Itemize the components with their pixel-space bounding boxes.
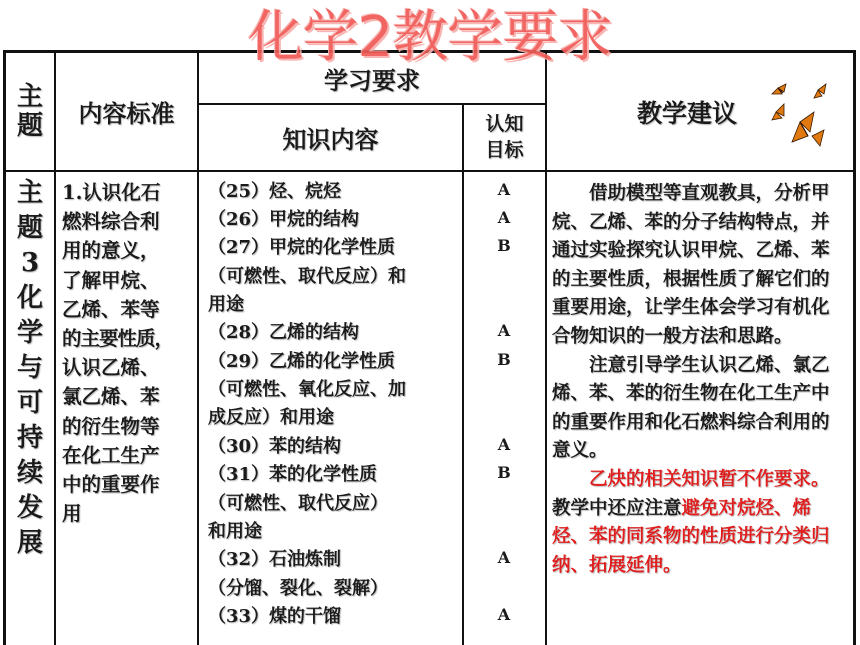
standard-line: 用 (62, 502, 82, 526)
standard-column (62, 178, 196, 528)
header-standard: 内容标准 (78, 99, 175, 128)
standard-line: 用的意义， (62, 239, 160, 263)
knowledge-line: （25）烃、烷烃 (208, 181, 342, 202)
topic-char: 化 (16, 283, 43, 313)
knowledge-line: （可燃性、取代反应） (208, 493, 388, 514)
standard-line: 乙烯、苯等 (62, 297, 160, 321)
header-requirement: 学习要求 (324, 65, 420, 95)
level-mark: A (497, 208, 511, 227)
table-border-right (853, 50, 856, 645)
knowledge-line: 和用途 (208, 521, 262, 542)
standard-line: 氯乙烯、苯 (62, 385, 160, 409)
suggestion-paragraph-1: 借助模型等直观教具，分析甲烷、乙烯、苯的分子结构特点，并通过实验探究认识甲烷、乙烯、苯的主要性质，根据性质了解它们的重要用途，让学生体会学习有机化合物知识的一般方法和思路。 (552, 183, 830, 347)
knowledge-line: （可燃性、取代反应）和 (208, 266, 406, 287)
standard-line: 的主要性质， (62, 327, 174, 351)
topic-char: 题 (16, 213, 43, 243)
knowledge-line: 成反应）和用途 (208, 407, 334, 428)
topic-column (6, 176, 54, 626)
topic-char: 3 (20, 248, 40, 278)
knowledge-line: （28）乙烯的结构 (208, 322, 360, 343)
knowledge-line: （可燃性、氧化反应、加 (208, 379, 406, 400)
knowledge-line: （31）苯的化学性质 (208, 464, 378, 485)
suggestion-note: 教学中还应注意 (552, 497, 682, 519)
level-mark: A (497, 548, 511, 567)
topic-char: 学 (16, 318, 43, 348)
suggestion-paragraph-2: 注意引导学生认识乙烯、氯乙烯、苯、苯的衍生物在化工生产中的重要作用和化石燃料综合利用的意义。 (552, 354, 830, 462)
header-topic-char: 主 (16, 82, 43, 113)
topic-char: 主 (16, 178, 43, 208)
standard-line: 在化工生产 (62, 443, 160, 467)
knowledge-line: （26）甲烷的结构 (208, 209, 360, 230)
header-bottom-line (3, 170, 856, 172)
header-level-line: 目标 (485, 138, 524, 161)
knowledge-line: （29）乙烯的化学性质 (208, 351, 396, 372)
knowledge-line: 用途 (208, 294, 244, 315)
knowledge-line: （32）石油炼制 (208, 549, 342, 570)
standard-line: 1.认识化石 (62, 181, 161, 204)
level-mark: A (497, 605, 511, 624)
level-mark: B (497, 236, 511, 255)
standard-line: 燃料综合利 (62, 210, 160, 234)
topic-char: 可 (16, 388, 43, 418)
knowledge-line: （27）甲烷的化学性质 (208, 237, 396, 258)
header-suggestion: 教学建议 (636, 98, 737, 128)
knowledge-line: （33）煤的干馏 (208, 606, 342, 627)
topic-char: 与 (16, 353, 43, 383)
col-line-3 (462, 104, 464, 645)
topic-char: 续 (16, 458, 43, 488)
standard-line: 的衍生物等 (62, 414, 160, 438)
knowledge-line: （分馏、裂化、裂解） (208, 578, 388, 599)
header-topic-char: 题 (16, 110, 43, 141)
level-mark: B (497, 350, 511, 369)
level-mark: A (497, 435, 511, 454)
level-mark: A (497, 180, 511, 199)
standard-line: 认识乙烯、 (62, 356, 160, 380)
level-mark: B (497, 463, 511, 482)
topic-char: 展 (16, 528, 43, 558)
level-mark: A (497, 321, 511, 340)
suggestion-note-red: 乙炔的相关知识暂不作要求。 (589, 468, 830, 490)
slide-title: 化学2教学要求 (247, 5, 613, 70)
topic-char: 发 (16, 493, 43, 523)
suggestion-note-red: 避免对烷烃、烯烃、苯的同系物的性质进行分类归纳、拓展延伸。 (552, 497, 830, 576)
topic-char: 持 (16, 423, 43, 453)
standard-line: 中的重要作 (62, 473, 160, 497)
standard-line: 了解甲烷、 (62, 268, 160, 292)
header-knowledge: 知识内容 (282, 125, 379, 154)
butterflies-icon (770, 82, 832, 150)
suggestion-paragraph-3 (552, 466, 844, 580)
header-level-line: 认知 (485, 112, 524, 135)
suggestion-text (552, 180, 844, 580)
knowledge-line: （30）苯的结构 (208, 436, 342, 457)
header-level (464, 105, 545, 170)
